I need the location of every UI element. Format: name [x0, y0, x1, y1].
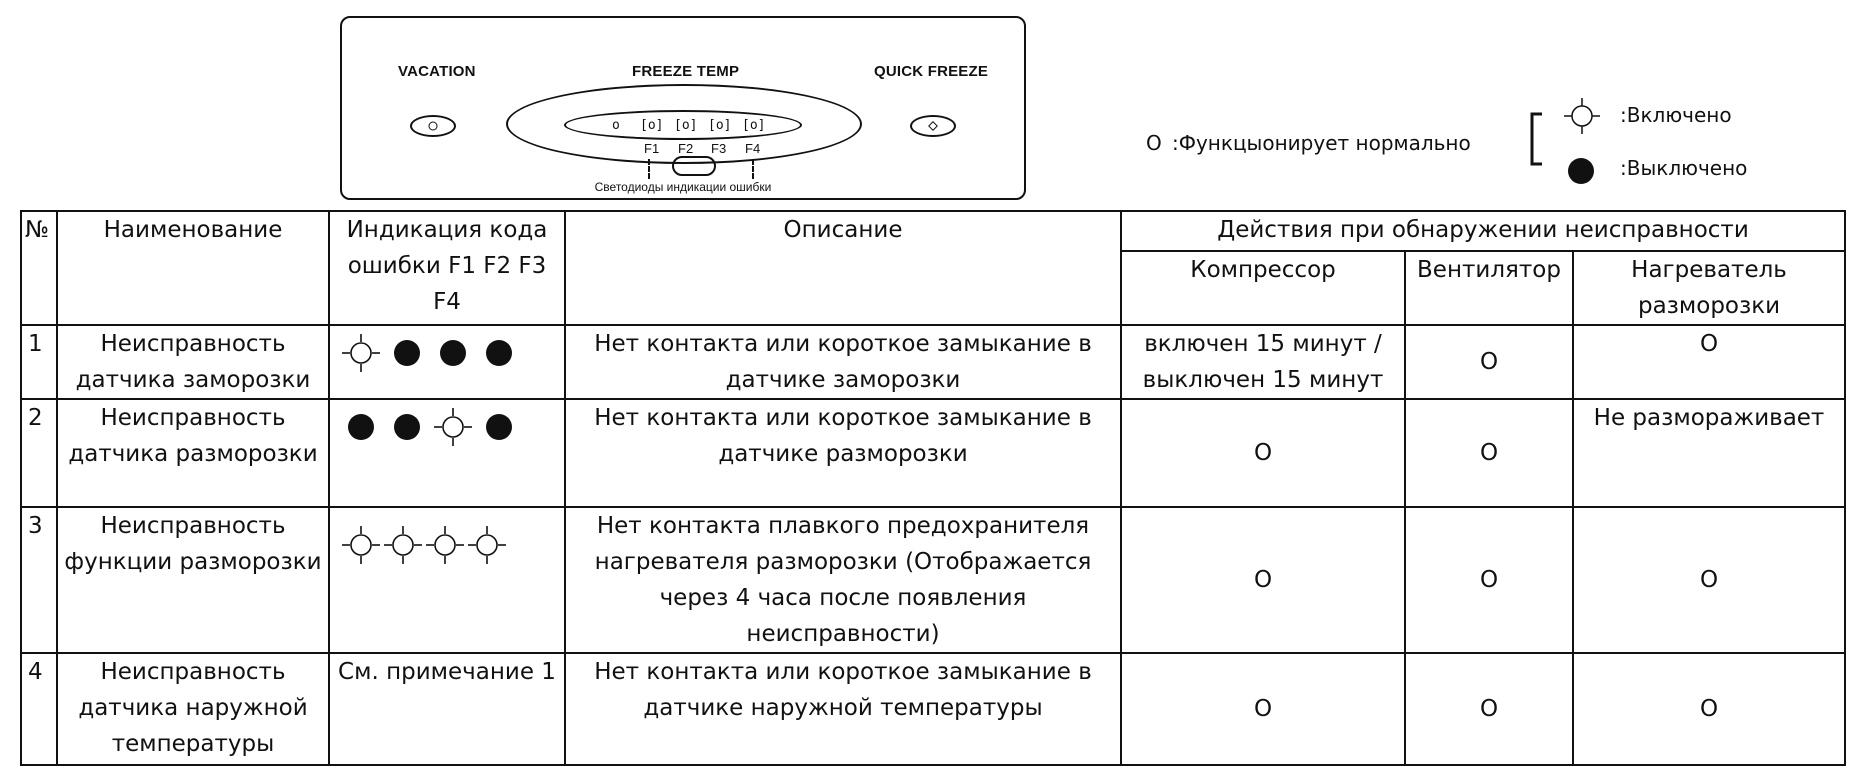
- row-description: Нет контакта или короткое замыкание в датчике заморозки: [565, 325, 1121, 399]
- row-num: 2: [21, 399, 57, 507]
- row-heater: O: [1573, 653, 1845, 765]
- header-name: Наименование: [57, 211, 329, 325]
- quick-freeze-button[interactable]: [910, 115, 956, 137]
- row-fan: O: [1405, 399, 1573, 507]
- row-num: 3: [21, 507, 57, 653]
- legend-off-text: :Выключено: [1620, 156, 1748, 180]
- header-description: Описание: [565, 211, 1121, 325]
- row-name: Неисправность датчика наружной температуры: [57, 653, 329, 765]
- table-row: [21, 325, 1845, 399]
- led-off-icon: [388, 408, 426, 446]
- header-fan: Вентилятор: [1405, 251, 1573, 325]
- table-row: [21, 399, 1845, 507]
- header-compressor: Компрессор: [1121, 251, 1405, 325]
- control-panel: [340, 16, 1026, 200]
- panel-led-1-icon: [o]: [640, 118, 664, 133]
- panel-led-3-icon: [o]: [708, 118, 732, 133]
- panel-f3-label: F3: [711, 141, 727, 156]
- quick-freeze-diamond-icon: [928, 121, 938, 131]
- row-fan: O: [1405, 653, 1573, 765]
- row-compressor: O: [1121, 399, 1405, 507]
- led-indicator: [332, 400, 562, 446]
- led-on-icon: [342, 526, 380, 564]
- row-compressor: O: [1121, 507, 1405, 653]
- row-compressor: включен 15 минут / выключен 15 минут: [1121, 325, 1405, 399]
- led-on-icon: [468, 526, 506, 564]
- row-description: Нет контакта или короткое замыкание в датчике наружной температуры: [565, 653, 1121, 765]
- header-actions: Действия при обнаружении неисправности: [1121, 211, 1845, 251]
- vacation-label: VACATION: [398, 63, 476, 80]
- row-indication: См. примечание 1: [329, 653, 565, 765]
- led-indicator: [332, 326, 562, 372]
- panel-led-2-icon: [o]: [674, 118, 698, 133]
- table-row: [21, 507, 1845, 653]
- row-fan: O: [1405, 325, 1573, 399]
- vacation-button[interactable]: [410, 115, 456, 137]
- row-indication: [329, 399, 565, 507]
- led-off-icon: [342, 408, 380, 446]
- legend-normal-text: :Функцыонирует нормально: [1172, 131, 1471, 155]
- led-caption: Светодиоды индикации ошибки: [594, 180, 772, 194]
- panel-pointer-right: [752, 159, 754, 179]
- panel-f4-label: F4: [745, 141, 761, 156]
- led-off-icon: [480, 334, 518, 372]
- header-indication: Индикация кода ошибки F1 F2 F3 F4: [329, 211, 565, 325]
- row-indication: [329, 325, 565, 399]
- led-on-icon: [342, 334, 380, 372]
- quick-freeze-label: QUICK FREEZE: [874, 63, 989, 80]
- header-num: №: [21, 211, 57, 325]
- row-description: Нет контакта или короткое замыкание в датчике разморозки: [565, 399, 1121, 507]
- row-heater: Не размораживает: [1573, 399, 1845, 507]
- row-num: 1: [21, 325, 57, 399]
- panel-f2-label: F2: [678, 141, 694, 156]
- legend-off-icon: [1566, 156, 1596, 186]
- freeze-temp-label: FREEZE TEMP: [632, 63, 740, 80]
- panel-led-o-icon: o: [612, 118, 620, 133]
- row-fan: O: [1405, 507, 1573, 653]
- led-off-icon: [388, 334, 426, 372]
- vacation-dot-icon: [429, 122, 438, 131]
- row-heater: O: [1573, 325, 1845, 399]
- panel-pointer-left: [648, 159, 650, 179]
- header-heater: Нагреватель разморозки: [1573, 251, 1845, 325]
- panel-f1-label: F1: [644, 141, 660, 156]
- led-on-icon: [384, 526, 422, 564]
- legend-bracket: [1528, 98, 1568, 174]
- row-heater: O: [1573, 507, 1845, 653]
- legend-on-icon: [1564, 98, 1600, 134]
- table-row: [21, 653, 1845, 765]
- row-num: 4: [21, 653, 57, 765]
- legend-on-text: :Включено: [1620, 103, 1732, 127]
- led-on-icon: [434, 408, 472, 446]
- panel-led-4-icon: [o]: [742, 118, 766, 133]
- row-compressor: O: [1121, 653, 1405, 765]
- legend-normal-symbol: O: [1146, 131, 1162, 155]
- row-name: Неисправность функции разморозки: [57, 507, 329, 653]
- diagnostic-table: [20, 210, 1846, 766]
- row-indication: [329, 507, 565, 653]
- row-name: Неисправность датчика разморозки: [57, 399, 329, 507]
- led-indicator: [332, 508, 562, 564]
- led-on-icon: [426, 526, 464, 564]
- led-off-icon: [480, 408, 518, 446]
- freeze-temp-button[interactable]: [672, 156, 716, 176]
- row-description: Нет контакта плавкого предохранителя нагревателя разморозки (Отображается через 4 часа после появления неисправности): [565, 507, 1121, 653]
- row-name: Неисправность датчика заморозки: [57, 325, 329, 399]
- led-off-icon: [434, 334, 472, 372]
